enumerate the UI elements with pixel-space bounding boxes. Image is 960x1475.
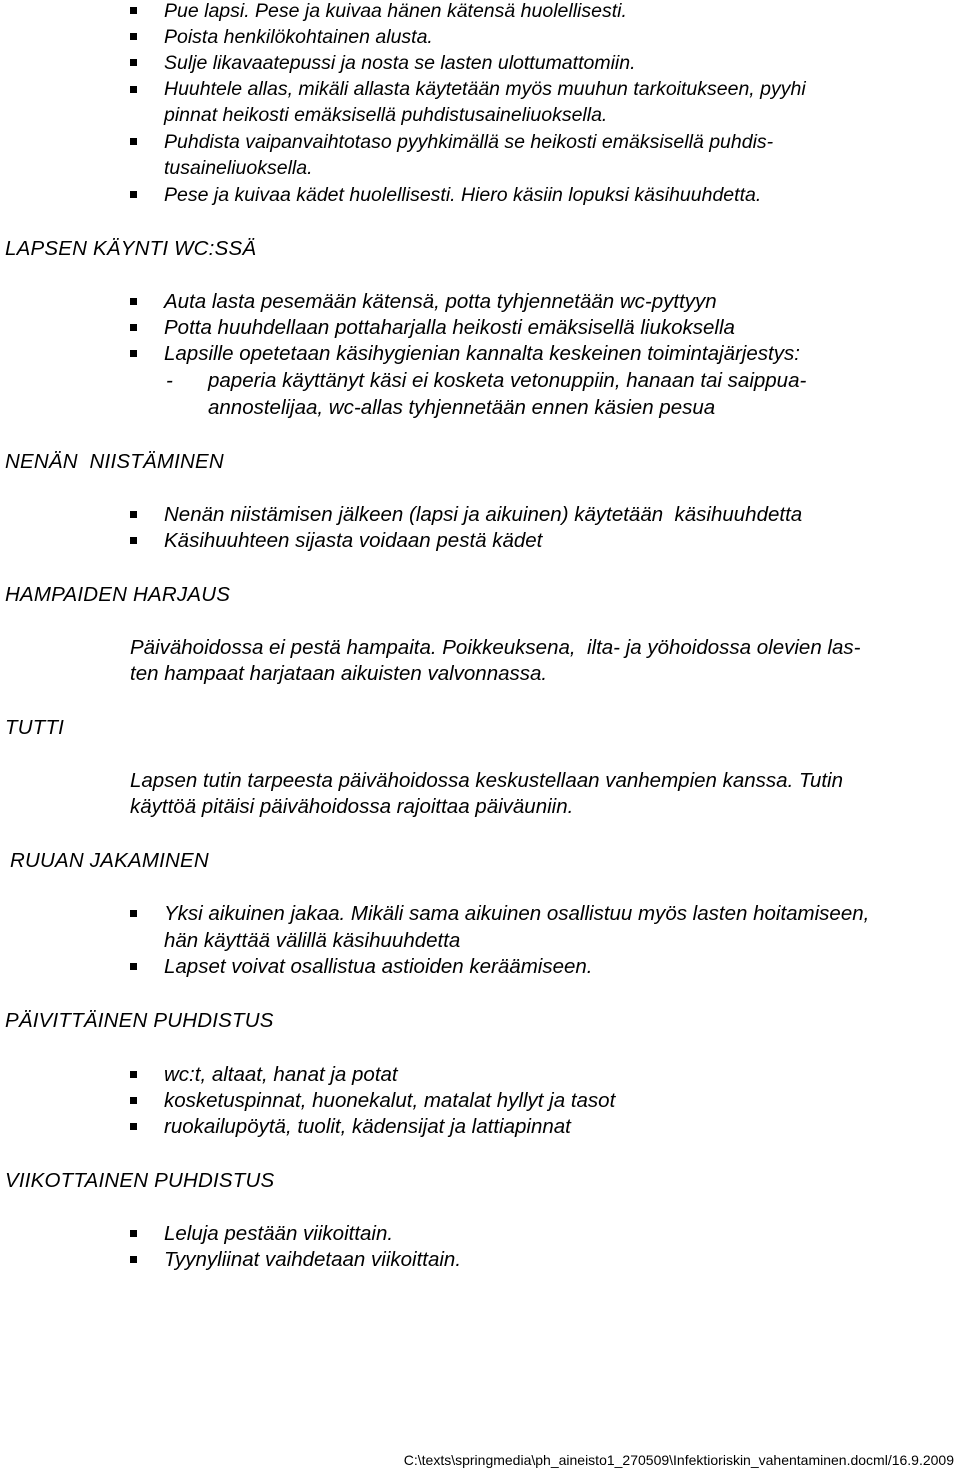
bullet-icon <box>130 33 137 40</box>
hampaiden-text-line-1: Päivähoidossa ei pestä hampaita. Poikkeuksena, ilta- ja yöhoidossa olevien las- <box>130 636 861 659</box>
section-heading-tutti: TUTTI <box>5 716 65 739</box>
intro-item-5-line-1: Puhdista vaipanvaihtotaso pyyhkimällä se heikosti emäksisellä puhdis- <box>164 131 774 153</box>
dash-marker: - <box>166 369 173 392</box>
footer-file-path: C:\texts\springmedia\ph_aineisto1_270509\Infektioriskin_vahentaminen.docml/16.9.2009 <box>403 1452 954 1468</box>
wc-item-2: Potta huuhdellaan pottaharjalla heikosti emäksisellä liukoksella <box>164 316 735 339</box>
bullet-icon <box>130 910 137 917</box>
section-heading-nenan-niistaminen: NENÄN NIISTÄMINEN <box>5 450 224 473</box>
intro-item-1: Pue lapsi. Pese ja kuivaa hänen kätensä huolellisesti. <box>164 0 627 22</box>
wc-item-1: Auta lasta pesemään kätensä, potta tyhjennetään wc-pyttyyn <box>164 290 717 313</box>
bullet-icon <box>130 7 137 14</box>
nenan-item-1: Nenän niistämisen jälkeen (lapsi ja aikuinen) käytetään käsihuuhdetta <box>164 503 803 526</box>
bullet-icon <box>130 191 137 198</box>
bullet-icon <box>130 298 137 305</box>
intro-item-2: Poista henkilökohtainen alusta. <box>164 26 433 48</box>
bullet-icon <box>130 1071 137 1078</box>
section-heading-viikottainen-puhdistus: VIIKOTTAINEN PUHDISTUS <box>5 1169 275 1192</box>
bullet-icon <box>130 1123 137 1130</box>
section-heading-ruuan-jakaminen: RUUAN JAKAMINEN <box>10 849 209 872</box>
viikottainen-item-1: Leluja pestään viikoittain. <box>164 1222 394 1245</box>
ruuan-item-1-line-1: Yksi aikuinen jakaa. Mikäli sama aikuinen osallistuu myös lasten hoitamiseen, <box>164 902 870 925</box>
intro-bullet-list <box>0 0 960 215</box>
viikottainen-item-2: Tyynyliinat vaihdetaan viikoittain. <box>164 1248 462 1271</box>
wc-item-3: Lapsille opetetaan käsihygienian kannalta keskeinen toimintajärjestys: <box>164 342 800 365</box>
intro-item-6: Pese ja kuivaa kädet huolellisesti. Hiero käsiin lopuksi käsihuuhdetta. <box>164 184 762 206</box>
bullet-icon <box>130 86 137 93</box>
section-heading-hampaiden-harjaus: HAMPAIDEN HARJAUS <box>5 583 231 606</box>
bullet-icon <box>130 1230 137 1237</box>
paivittainen-item-3: ruokailupöytä, tuolit, kädensijat ja lattiapinnat <box>164 1115 571 1138</box>
paivittainen-item-1: wc:t, altaat, hanat ja potat <box>164 1063 398 1086</box>
nenan-item-2: Käsihuuhteen sijasta voidaan pestä kädet <box>164 529 543 552</box>
bullet-icon <box>130 963 137 970</box>
tutti-text-line-1: Lapsen tutin tarpeesta päivähoidossa keskustellaan vanhempien kanssa. Tutin <box>130 769 844 792</box>
bullet-icon <box>130 324 137 331</box>
section-heading-lapsen-kaynti: LAPSEN KÄYNTI WC:SSÄ <box>5 237 257 260</box>
intro-item-3: Sulje likavaatepussi ja nosta se lasten ulottumattomiin. <box>164 52 636 74</box>
bullet-icon <box>130 537 137 544</box>
ruuan-item-1-line-2: hän käyttää välillä käsihuuhdetta <box>164 929 461 952</box>
bullet-icon <box>130 1097 137 1104</box>
ruuan-item-2: Lapset voivat osallistua astioiden keräämiseen. <box>164 955 593 978</box>
bullet-icon <box>130 138 137 145</box>
intro-item-4-line-2: pinnat heikosti emäksisellä puhdistusaineliuoksella. <box>164 104 608 126</box>
bullet-icon <box>130 350 137 357</box>
bullet-icon <box>130 59 137 66</box>
hampaiden-text-line-2: ten hampaat harjataan aikuisten valvonnassa. <box>130 662 548 685</box>
bullet-icon <box>130 511 137 518</box>
intro-item-4-line-1: Huuhtele allas, mikäli allasta käytetään myös muuhun tarkoitukseen, pyyhi <box>164 78 806 100</box>
bullet-icon <box>130 1256 137 1263</box>
intro-item-5-line-2: tusaineliuoksella. <box>164 157 313 179</box>
wc-subitem-line-1: paperia käyttänyt käsi ei kosketa vetonuppiin, hanaan tai saippua- <box>208 369 807 392</box>
paivittainen-item-2: kosketuspinnat, huonekalut, matalat hyllyt ja tasot <box>164 1089 616 1112</box>
section-heading-paivittainen-puhdistus: PÄIVITTÄINEN PUHDISTUS <box>5 1009 274 1032</box>
wc-subitem-line-2: annostelijaa, wc-allas tyhjennetään ennen käsien pesua <box>208 396 716 419</box>
tutti-text-line-2: käyttöä pitäisi päivähoidossa rajoittaa päiväuniin. <box>130 795 574 818</box>
